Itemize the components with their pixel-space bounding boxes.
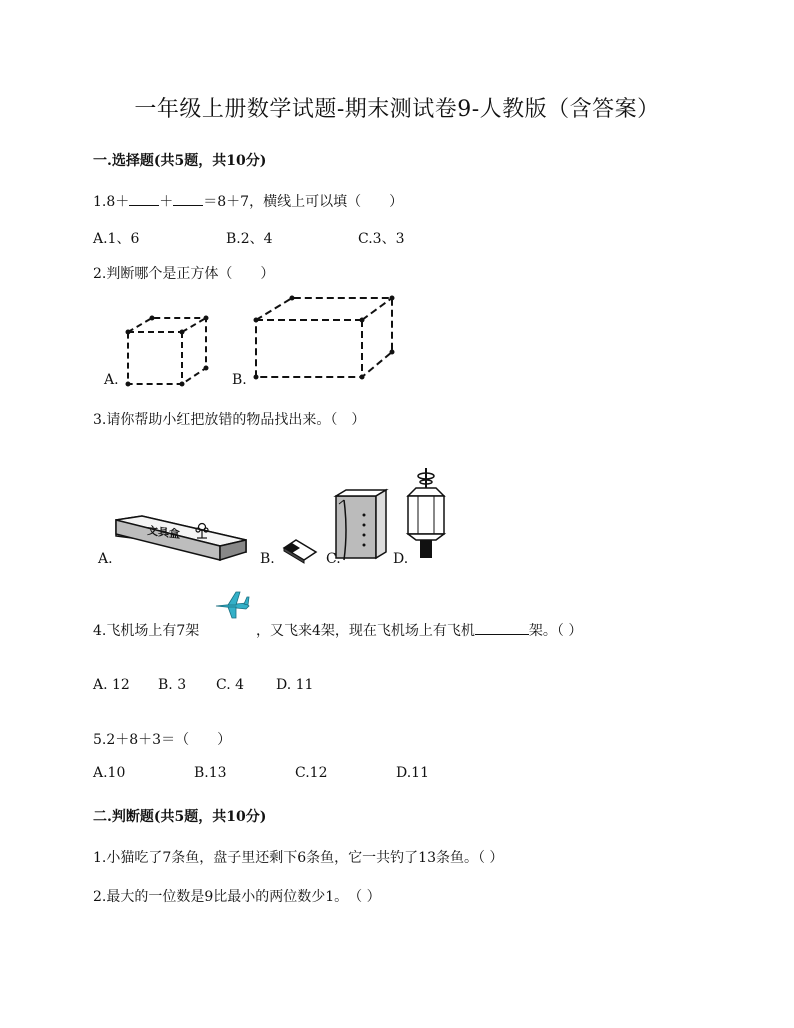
q3-label-d: D. [393, 551, 409, 567]
question-2: 2.判断哪个是正方体（ ） [93, 266, 275, 282]
q5-option-b: B.13 [194, 765, 227, 781]
q1-prefix: 1.8＋ [93, 194, 130, 210]
q3-label-a: A. [98, 551, 113, 567]
judge-question-1: 1.小猫吃了7条鱼，盘子里还剩下6条鱼，它一共钓了13条鱼。（ ） [93, 850, 504, 866]
question-4-before: 4.飞机场上有7架 [93, 623, 200, 639]
q1-suffix: ＝8＋7，横线上可以填（ ） [203, 194, 404, 210]
section-1-heading: 一.选择题(共5题，共10分) [93, 153, 267, 169]
question-4-after [256, 620, 582, 640]
q1-option-a: A.1、6 [93, 231, 140, 247]
q1-option-b: B.2、4 [226, 231, 273, 247]
judge-question-2: 2.最大的一位数是9比最小的两位数少1。 （ ） [93, 889, 381, 905]
page-title: 一年级上册数学试题-期末测试卷9-人教版（含答案） [134, 97, 660, 122]
q1-mid: ＋ [159, 194, 174, 210]
q4-option-b: B. 3 [158, 677, 187, 693]
q2-label-a: A. [104, 372, 119, 388]
q2-label-b: B. [232, 372, 247, 388]
q4-blank [475, 620, 529, 635]
q4-option-c: C. 4 [216, 677, 245, 693]
q4-option-d: D. 11 [276, 677, 314, 693]
q5-option-c: C.12 [295, 765, 328, 781]
question-3: 3.请你帮助小红把放错的物品找出来。（ ） [93, 412, 366, 428]
pencil-box-label: 文具盒 [147, 523, 180, 542]
q4-after-text: ，又飞来4架，现在飞机场上有飞机 [256, 623, 475, 639]
q1-option-c: C.3、3 [358, 231, 405, 247]
q4-end-text: 架。（ ） [528, 623, 583, 639]
q5-option-d: D.11 [396, 765, 429, 781]
section-2-heading: 二.判断题(共5题，共10分) [93, 809, 267, 825]
question-5: 5.2＋8＋3＝（ ） [93, 732, 232, 748]
q3-label-c: C. [326, 551, 341, 567]
q4-option-a: A. 12 [93, 677, 130, 693]
q3-label-b: B. [260, 551, 275, 567]
q5-option-a: A.10 [93, 765, 126, 781]
